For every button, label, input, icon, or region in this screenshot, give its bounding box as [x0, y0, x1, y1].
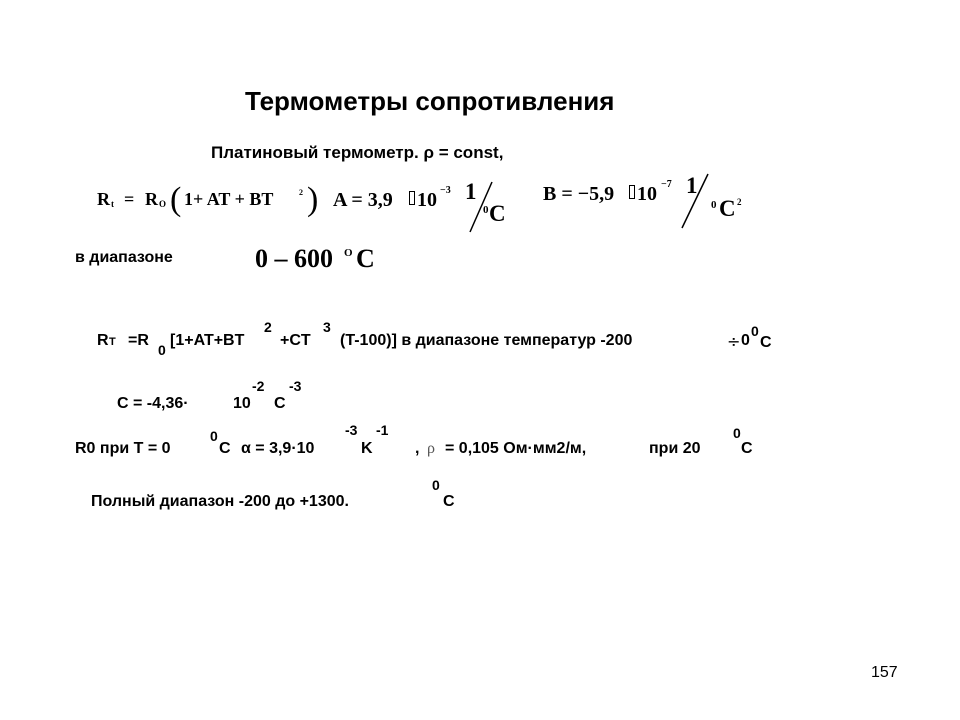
slide-title: Термометры сопротивления [245, 86, 615, 116]
degree-sign: 0 [751, 323, 759, 339]
alpha-exponent: -3 [345, 422, 358, 438]
close-paren: ) [307, 181, 319, 218]
coef-b-value: B = −5,9 [543, 183, 615, 205]
placeholder-box [629, 185, 635, 199]
kelvin-exponent: -1 [376, 422, 389, 438]
rt-subscript: t [111, 199, 114, 209]
rho-value: = 0,105 Ом·мм2/м, [445, 440, 587, 457]
r0-text: =R [128, 332, 149, 349]
r0-condition: R0 при T = 0 [75, 440, 171, 457]
alpha-coef: α = 3,9·10 [241, 440, 315, 457]
celsius-unit: C [760, 334, 772, 351]
equals-sign: = [124, 189, 135, 209]
coef-c-exponent: -2 [252, 378, 265, 394]
subtitle: Платиновый термометр. ρ = const, [211, 143, 504, 162]
ro-subscript: O [159, 199, 167, 209]
coef-a-degree: 0 [483, 204, 489, 216]
degree-sign: 0 [733, 425, 741, 441]
range-value: 0 – 600 [255, 244, 333, 273]
ct-text: +CT [280, 332, 311, 349]
r0-subscript: 0 [158, 342, 166, 358]
ro-symbol: R [145, 189, 158, 209]
square-exponent: 2 [299, 188, 303, 197]
division-sign: ÷ [727, 332, 741, 351]
coef-a-value: A = 3,9 [333, 189, 393, 211]
page-number: 157 [871, 664, 898, 681]
fraction-slash [678, 172, 712, 230]
coef-b-degree: 0 [711, 199, 717, 211]
rt-symbol: R [97, 332, 109, 349]
rt-subscript: Т [109, 336, 116, 348]
degree-sign: 0 [432, 477, 440, 493]
open-paren: ( [170, 181, 182, 218]
bt-exponent: 2 [264, 319, 272, 335]
comma: , [415, 440, 420, 457]
coef-a-numerator: 1 [465, 179, 477, 204]
range-label: в диапазоне [75, 249, 173, 266]
coef-c-unit: C [274, 395, 286, 412]
coef-a-power: 10 [417, 189, 437, 211]
coef-a-unit: C [489, 201, 506, 226]
coef-b-numerator: 1 [686, 173, 698, 198]
celsius-unit: C [741, 440, 753, 457]
coef-b-unit: C [719, 196, 736, 221]
rho-symbol: ρ [427, 440, 435, 457]
rt-symbol: R [97, 189, 110, 209]
coef-b-power: 10 [637, 183, 657, 205]
coef-c-unit-exponent: -3 [289, 378, 302, 394]
full-range-text: Полный диапазон -200 до +1300. [91, 493, 349, 510]
bracket-text: [1+AT+BT [170, 332, 245, 349]
placeholder-box [409, 191, 415, 205]
kelvin-unit: K [361, 440, 373, 457]
coef-b-exponent: −7 [661, 179, 672, 190]
ct-exponent: 3 [323, 319, 331, 335]
coef-b-unit-exponent: 2 [737, 197, 742, 207]
range-degree: O [344, 247, 353, 259]
range-unit: C [356, 244, 375, 273]
coef-a-exponent: −3 [440, 185, 451, 196]
formula-body: 1+ AT + BT [184, 189, 274, 209]
celsius-unit: C [219, 440, 231, 457]
at-temperature: при 20 [649, 440, 701, 457]
range-end: 0 [741, 332, 750, 349]
range-text: (T-100)] в диапазоне температур -200 [340, 332, 633, 349]
coef-c-power: 10 [233, 395, 251, 412]
degree-sign: 0 [210, 428, 218, 444]
coef-c-text: C = -4,36· [117, 395, 189, 412]
celsius-unit: C [443, 493, 455, 510]
